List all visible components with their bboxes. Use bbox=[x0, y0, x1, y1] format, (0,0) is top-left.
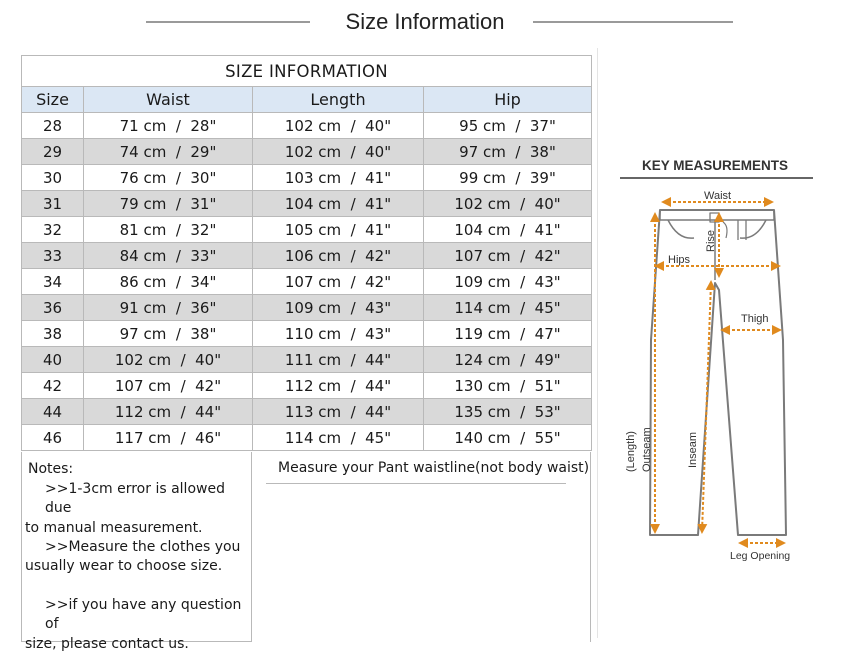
size-cell: 33 bbox=[22, 243, 84, 269]
waist-cell: 112 cm / 44" bbox=[84, 399, 253, 425]
table-row bbox=[22, 217, 592, 243]
table-row bbox=[22, 139, 592, 165]
length-cell: 102 cm / 40" bbox=[253, 139, 424, 165]
hip-cell: 114 cm / 45" bbox=[424, 295, 592, 321]
notes-title: Notes: bbox=[28, 461, 74, 477]
hip-cell: 140 cm / 55" bbox=[424, 425, 592, 451]
length-label: (Length) bbox=[625, 431, 637, 472]
key-measurements-rule bbox=[620, 177, 813, 179]
length-cell: 104 cm / 41" bbox=[253, 191, 424, 217]
size-table bbox=[21, 55, 592, 451]
waist-cell: 84 cm / 33" bbox=[84, 243, 253, 269]
header-rule-right bbox=[533, 21, 733, 23]
hip-cell: 102 cm / 40" bbox=[424, 191, 592, 217]
note-item: >>Measure the clothes you usually wear to choose size. bbox=[25, 539, 241, 575]
outseam-label: Outseam bbox=[641, 427, 653, 472]
measure-note-rule bbox=[266, 483, 566, 484]
waist-cell: 81 cm / 32" bbox=[84, 217, 253, 243]
hip-cell: 104 cm / 41" bbox=[424, 217, 592, 243]
size-cell: 40 bbox=[22, 347, 84, 373]
column-header-size: Size bbox=[22, 87, 84, 113]
thigh-label: Thigh bbox=[741, 313, 769, 325]
size-cell: 46 bbox=[22, 425, 84, 451]
length-cell: 103 cm / 41" bbox=[253, 165, 424, 191]
leg-opening-label: Leg Opening bbox=[730, 550, 791, 562]
size-cell: 30 bbox=[22, 165, 84, 191]
waist-cell: 97 cm / 38" bbox=[84, 321, 253, 347]
table-row bbox=[22, 191, 592, 217]
inseam-arrow bbox=[702, 282, 711, 532]
column-header-length: Length bbox=[253, 87, 424, 113]
size-cell: 32 bbox=[22, 217, 84, 243]
length-cell: 113 cm / 44" bbox=[253, 399, 424, 425]
waist-cell: 91 cm / 36" bbox=[84, 295, 253, 321]
hip-cell: 95 cm / 37" bbox=[424, 113, 592, 139]
notes-box bbox=[21, 452, 252, 652]
rise-label: Rise bbox=[705, 229, 717, 252]
note-item: >>1-3cm error is allowed due to manual measurement. bbox=[25, 481, 225, 536]
hip-cell: 109 cm / 43" bbox=[424, 269, 592, 295]
length-cell: 109 cm / 43" bbox=[253, 295, 424, 321]
waist-cell: 71 cm / 28" bbox=[84, 113, 253, 139]
size-cell: 29 bbox=[22, 139, 84, 165]
hip-cell: 130 cm / 51" bbox=[424, 373, 592, 399]
key-measurements-title: KEY MEASUREMENTS bbox=[641, 158, 789, 173]
length-cell: 107 cm / 42" bbox=[253, 269, 424, 295]
hip-cell: 99 cm / 39" bbox=[424, 165, 592, 191]
length-cell: 111 cm / 44" bbox=[253, 347, 424, 373]
hip-cell: 124 cm / 49" bbox=[424, 347, 592, 373]
waist-cell: 107 cm / 42" bbox=[84, 373, 253, 399]
hips-label: Hips bbox=[668, 254, 691, 266]
table-row bbox=[22, 321, 592, 347]
size-cell: 42 bbox=[22, 373, 84, 399]
table-row bbox=[22, 269, 592, 295]
size-cell: 38 bbox=[22, 321, 84, 347]
waist-cell: 117 cm / 46" bbox=[84, 425, 253, 451]
page-title: Size Information bbox=[345, 9, 505, 34]
length-cell: 114 cm / 45" bbox=[253, 425, 424, 451]
table-row bbox=[22, 347, 592, 373]
measure-note: Measure your Pant waistline(not body waist) bbox=[278, 460, 590, 476]
size-cell: 31 bbox=[22, 191, 84, 217]
hip-cell: 97 cm / 38" bbox=[424, 139, 592, 165]
table-caption: SIZE INFORMATION bbox=[22, 56, 592, 87]
waist-cell: 102 cm / 40" bbox=[84, 347, 253, 373]
waist-cell: 74 cm / 29" bbox=[84, 139, 253, 165]
column-header-hip: Hip bbox=[424, 87, 592, 113]
table-row bbox=[22, 295, 592, 321]
length-cell: 112 cm / 44" bbox=[253, 373, 424, 399]
table-row bbox=[22, 399, 592, 425]
hip-cell: 107 cm / 42" bbox=[424, 243, 592, 269]
pants-diagram bbox=[598, 180, 818, 570]
inseam-label: Inseam bbox=[687, 431, 699, 468]
hip-cell: 119 cm / 47" bbox=[424, 321, 592, 347]
note-item: >>if you have any question of size, please contact us. bbox=[25, 597, 242, 652]
waist-label: Waist bbox=[704, 190, 732, 202]
size-cell: 36 bbox=[22, 295, 84, 321]
size-cell: 28 bbox=[22, 113, 84, 139]
table-row bbox=[22, 165, 592, 191]
table-row bbox=[22, 425, 592, 451]
waist-cell: 86 cm / 34" bbox=[84, 269, 253, 295]
size-cell: 44 bbox=[22, 399, 84, 425]
table-row bbox=[22, 243, 592, 269]
column-header-waist: Waist bbox=[84, 87, 253, 113]
size-cell: 34 bbox=[22, 269, 84, 295]
length-cell: 106 cm / 42" bbox=[253, 243, 424, 269]
length-cell: 110 cm / 43" bbox=[253, 321, 424, 347]
table-row bbox=[22, 113, 592, 139]
waist-cell: 79 cm / 31" bbox=[84, 191, 253, 217]
waist-cell: 76 cm / 30" bbox=[84, 165, 253, 191]
length-cell: 105 cm / 41" bbox=[253, 217, 424, 243]
measure-note-box bbox=[252, 452, 591, 642]
length-cell: 102 cm / 40" bbox=[253, 113, 424, 139]
hip-cell: 135 cm / 53" bbox=[424, 399, 592, 425]
table-row bbox=[22, 373, 592, 399]
